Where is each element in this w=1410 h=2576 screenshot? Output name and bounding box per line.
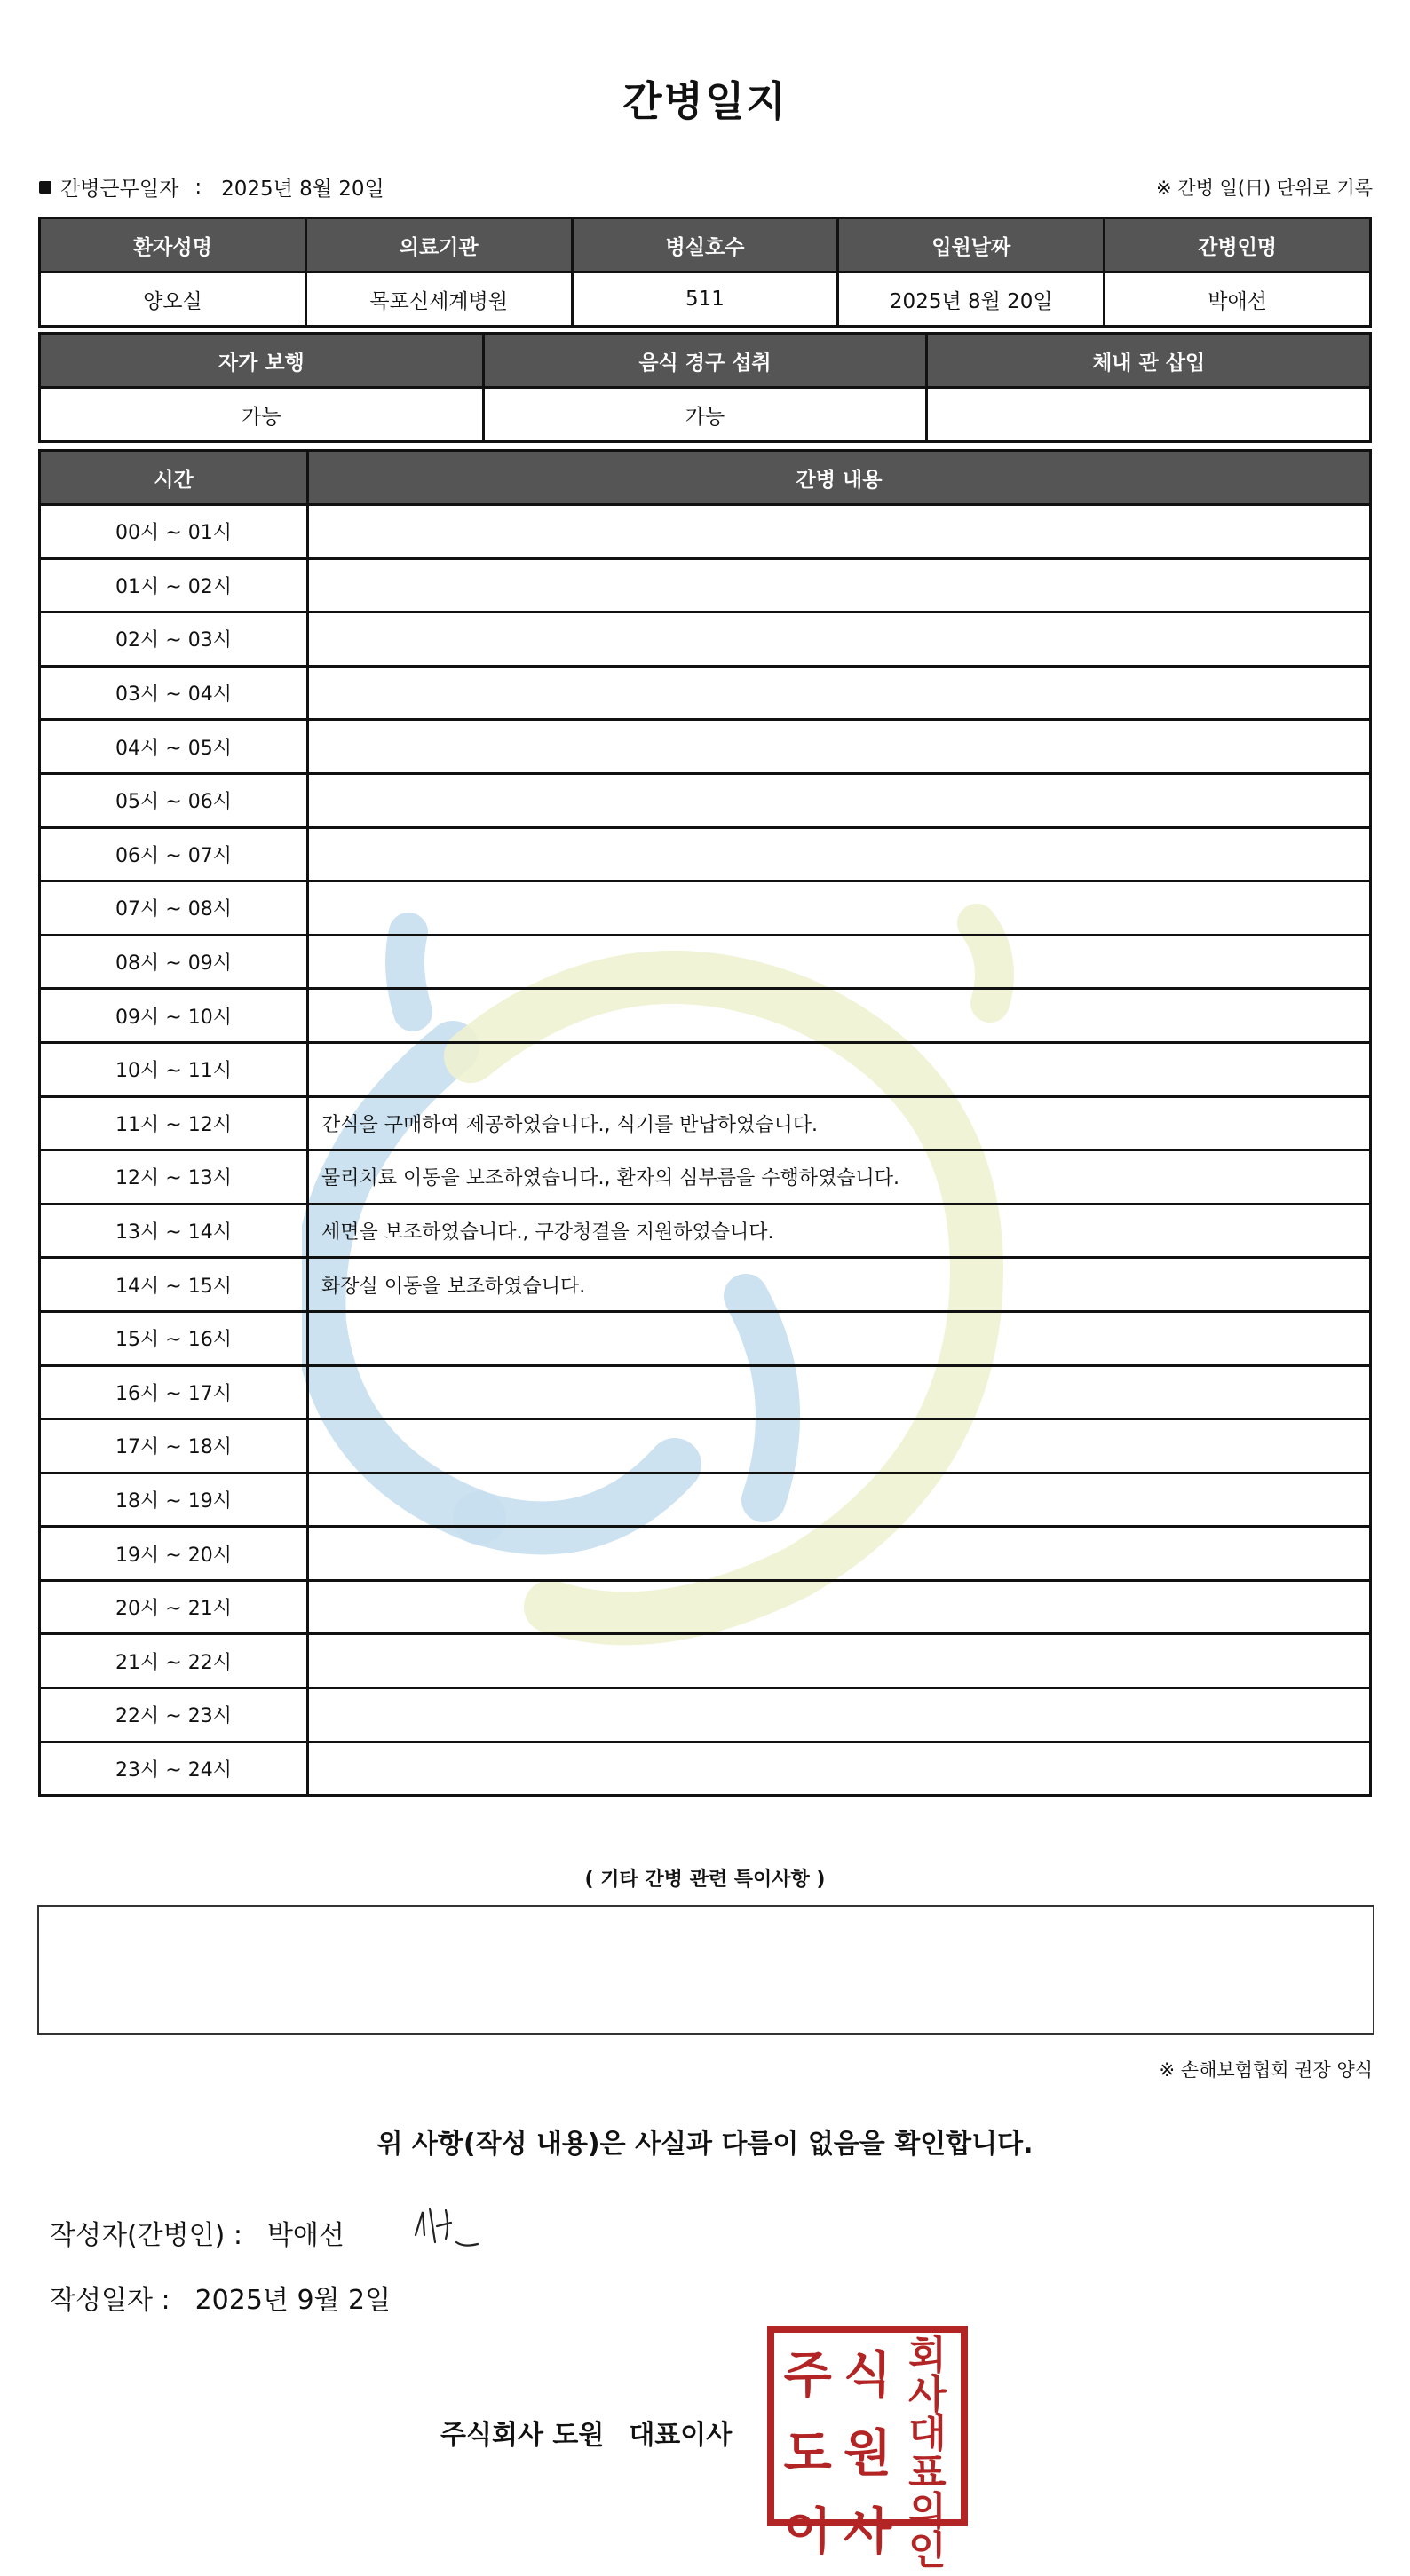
header-hospital: 의료기관 (305, 218, 572, 273)
table-row (40, 1311, 1371, 1365)
table-row (40, 666, 1371, 720)
care-content (308, 827, 1371, 881)
room-number: 511 (572, 273, 838, 327)
time-slot: 22시 ~ 23시 (40, 1688, 308, 1742)
table-row (40, 1688, 1371, 1742)
time-slot: 07시 ~ 08시 (40, 881, 308, 936)
table-row (40, 773, 1371, 827)
table-row (40, 1204, 1371, 1258)
bullet-square-icon (39, 181, 51, 194)
care-content: 화장실 이동을 보조하였습니다. (308, 1258, 1371, 1312)
care-content: 물리치료 이동을 보조하였습니다., 환자의 심부름을 수행하였습니다. (308, 1150, 1371, 1205)
confirmation-statement: 위 사항(작성 내용)은 사실과 다름이 없음을 확인합니다. (376, 2129, 1034, 2160)
seal-char: 회사 (908, 2333, 947, 2417)
care-content (308, 1042, 1371, 1096)
time-slot: 12시 ~ 13시 (40, 1150, 308, 1205)
hospital-name: 목포신세계병원 (305, 273, 572, 327)
table-row (40, 1527, 1371, 1581)
work-date-label: 간병근무일자 (60, 178, 179, 201)
table-row (40, 1419, 1371, 1474)
unit-note: ※ 간병 일(日) 단위로 기록 (1156, 178, 1373, 199)
work-date (39, 172, 384, 201)
header-self-walking: 자가 보행 (40, 334, 484, 388)
seal-char: 식 (843, 2346, 892, 2405)
care-content (308, 720, 1371, 774)
time-slot: 18시 ~ 19시 (40, 1473, 308, 1527)
time-slot: 05시 ~ 06시 (40, 773, 308, 827)
seal-char: 도 (783, 2424, 832, 2483)
table-row (40, 558, 1371, 612)
document-title: 간병일지 (622, 77, 788, 125)
time-slot: 09시 ~ 10시 (40, 989, 308, 1043)
header-admission-date: 입원날짜 (838, 218, 1105, 273)
table-row (40, 612, 1371, 667)
time-slot: 17시 ~ 18시 (40, 1419, 308, 1474)
care-content (308, 666, 1371, 720)
care-content: 세면을 보조하였습니다., 구강청결을 지원하였습니다. (308, 1204, 1371, 1258)
time-slot: 16시 ~ 17시 (40, 1365, 308, 1419)
time-slot: 21시 ~ 22시 (40, 1634, 308, 1688)
care-content (308, 935, 1371, 989)
special-notes-title: ( 기타 간병 관련 특이사항 ) (584, 1869, 826, 1891)
care-content (308, 1634, 1371, 1688)
time-slot: 11시 ~ 12시 (40, 1096, 308, 1150)
time-slot: 01시 ~ 02시 (40, 558, 308, 612)
patient-info-table (38, 217, 1372, 328)
written-date-value: 2025년 9월 2일 (194, 2285, 392, 2316)
company-seal-stamp (767, 2326, 968, 2573)
writer-label: 작성자(간병인) : (50, 2220, 242, 2251)
seal-char: 사 (843, 2502, 892, 2561)
oral-intake-value: 가능 (483, 388, 927, 442)
care-content (308, 1742, 1371, 1796)
time-slot: 00시 ~ 01시 (40, 505, 308, 559)
table-row (40, 505, 1371, 559)
time-slot: 19시 ~ 20시 (40, 1527, 308, 1581)
self-walking-value: 가능 (40, 388, 484, 442)
table-row (40, 1473, 1371, 1527)
table-row (40, 1742, 1371, 1796)
care-content (308, 1365, 1371, 1419)
seal-char: 의인 (908, 2489, 947, 2573)
table-row (40, 989, 1371, 1043)
special-notes-box (37, 1905, 1374, 2035)
handwritten-signature (410, 2200, 495, 2255)
care-content (308, 1311, 1371, 1365)
care-content (308, 881, 1371, 936)
care-content (308, 505, 1371, 559)
table-row (40, 1634, 1371, 1688)
seal-char: 원 (843, 2424, 892, 2483)
written-date-label: 작성일자 : (50, 2285, 170, 2316)
time-slot: 14시 ~ 15시 (40, 1258, 308, 1312)
time-slot: 15시 ~ 16시 (40, 1311, 308, 1365)
caregiver-name: 박애선 (1105, 273, 1371, 327)
care-content (308, 558, 1371, 612)
care-log-table (38, 449, 1372, 1797)
header-patient-name: 환자성명 (40, 218, 306, 273)
company-rep: 대표이사 (629, 2420, 733, 2451)
header-caregiver-name: 간병인명 (1105, 218, 1371, 273)
care-content (308, 1473, 1371, 1527)
time-slot: 10시 ~ 11시 (40, 1042, 308, 1096)
care-content (308, 773, 1371, 827)
table-row (40, 1150, 1371, 1205)
tube-insertion-value (927, 388, 1371, 442)
work-date-colon: : (194, 175, 202, 199)
table-row (40, 1365, 1371, 1419)
time-slot: 04시 ~ 05시 (40, 720, 308, 774)
table-row (40, 1258, 1371, 1312)
table-row (40, 935, 1371, 989)
care-content (308, 612, 1371, 667)
time-slot: 13시 ~ 14시 (40, 1204, 308, 1258)
writer-name: 박애선 (266, 2220, 345, 2251)
table-row (40, 1096, 1371, 1150)
patient-name: 양오실 (40, 273, 306, 327)
table-row (40, 827, 1371, 881)
time-slot: 23시 ~ 24시 (40, 1742, 308, 1796)
header-tube-insertion: 체내 관 삽입 (927, 334, 1371, 388)
table-row (40, 1042, 1371, 1096)
form-note: ※ 손해보험협회 권장 양식 (1159, 2059, 1373, 2081)
table-row (40, 1580, 1371, 1634)
seal-char: 주 (783, 2346, 832, 2405)
care-content (308, 1419, 1371, 1474)
table-row (40, 720, 1371, 774)
time-slot: 20시 ~ 21시 (40, 1580, 308, 1634)
time-slot: 08시 ~ 09시 (40, 935, 308, 989)
header-room-number: 병실호수 (572, 218, 838, 273)
care-content (308, 989, 1371, 1043)
written-date-line (50, 2278, 391, 2317)
header-oral-intake: 음식 경구 섭취 (483, 334, 927, 388)
admission-date: 2025년 8월 20일 (838, 273, 1105, 327)
work-date-value: 2025년 8월 20일 (221, 178, 384, 201)
care-content (308, 1580, 1371, 1634)
patient-status-table (38, 332, 1372, 443)
time-slot: 03시 ~ 04시 (40, 666, 308, 720)
seal-char: 이 (783, 2502, 832, 2561)
table-row (40, 881, 1371, 936)
writer-line (50, 2213, 345, 2252)
header-care-content: 간병 내용 (308, 451, 1371, 505)
company-line (440, 2413, 732, 2452)
header-time: 시간 (40, 451, 308, 505)
company-name: 주식회사 도원 (440, 2420, 605, 2451)
care-content: 간식을 구매하여 제공하였습니다., 식기를 반납하였습니다. (308, 1096, 1371, 1150)
seal-char: 대표 (908, 2411, 947, 2495)
time-slot: 06시 ~ 07시 (40, 827, 308, 881)
time-slot: 02시 ~ 03시 (40, 612, 308, 667)
care-content (308, 1527, 1371, 1581)
care-content (308, 1688, 1371, 1742)
